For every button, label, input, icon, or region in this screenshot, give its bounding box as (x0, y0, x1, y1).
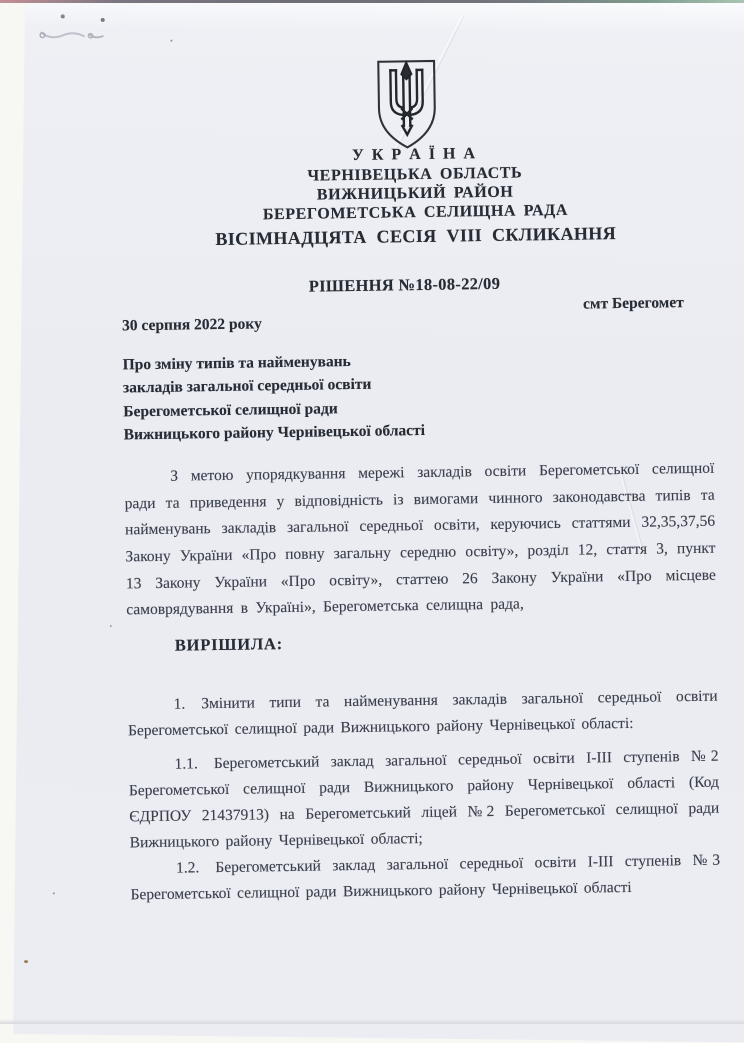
council-line: БЕРЕГОМЕТСЬКА СЕЛИЩНА РАДА (262, 201, 569, 224)
item-1-1 (128, 743, 719, 856)
session-line: ВІСІМНАДЦЯТА СЕСІЯ VIII СКЛИКАННЯ (215, 223, 617, 250)
item-1-1-text: Берегометський заклад загальної середньої освіти І-ІІІ ступенів №2 Берегометської селищної ради Вижницького району Чернівецької області (Код ЄДРПОУ 21437913) на Берегометський ліцей №2 Берегометської селищної ради Вижницького району Чернівецької області; (128, 747, 720, 852)
item-1 (127, 683, 718, 744)
preamble-paragraph: З метою упорядкування мережі закладів освіти Берегометської селищної ради та приведення у відповідність із вимогами чинного законодавства типів та найменувань закладів загальної середньої освіти, керуючись статтями 32,35,37,56 Закону України «Про повну загальну середню освіту», розділ 12, стаття 3, пункт 13 Закону України «Про освіту», статтею 26 Закону України «Про місцеве самоврядування в Україні», Берегометська селищна рада, (124, 459, 716, 619)
document-body (117, 0, 720, 908)
resolved-heading: ВИРІШИЛА: (174, 633, 284, 655)
item-1-2 (130, 847, 721, 908)
item-1-2-number: 1.2. (175, 859, 200, 877)
item-1-text: Змінити типи та найменування закладів загальної середньої освіти Берегометської селищної ради Вижницького району Чернівецької області: (127, 687, 718, 740)
scan-bottom-shadow (0, 1019, 744, 1024)
ukraine-trident-icon (366, 58, 447, 153)
decision-subject: Про зміну типів та найменувань закладів загальної середньої освіти Берегометської селищної ради Вижницького району Чернівецької області (122, 353, 426, 444)
country-name: У К Р А Ї Н А (351, 145, 478, 164)
item-1-number: 1. (173, 695, 186, 713)
item-1-2-text: Берегометський заклад загальної середньої освіти І-ІІІ ступенів №3 Берегометської селищної ради Вижницького району Чернівецької області (130, 851, 721, 904)
date-place-row (121, 294, 712, 338)
decision-place: смт Берегомет (582, 294, 684, 313)
decision-number: РІШЕННЯ №18-08-22/09 (308, 273, 501, 296)
decision-date: 30 серпня 2022 року (121, 315, 262, 335)
raion-line: ВИЖНИЦЬКИЙ РАЙОН (316, 183, 514, 204)
oblast-line: ЧЕРНІВЕЦЬКА ОБЛАСТЬ (307, 164, 523, 185)
item-1-1-number: 1.1. (174, 755, 198, 773)
scanner-edge-line (0, 0, 744, 3)
